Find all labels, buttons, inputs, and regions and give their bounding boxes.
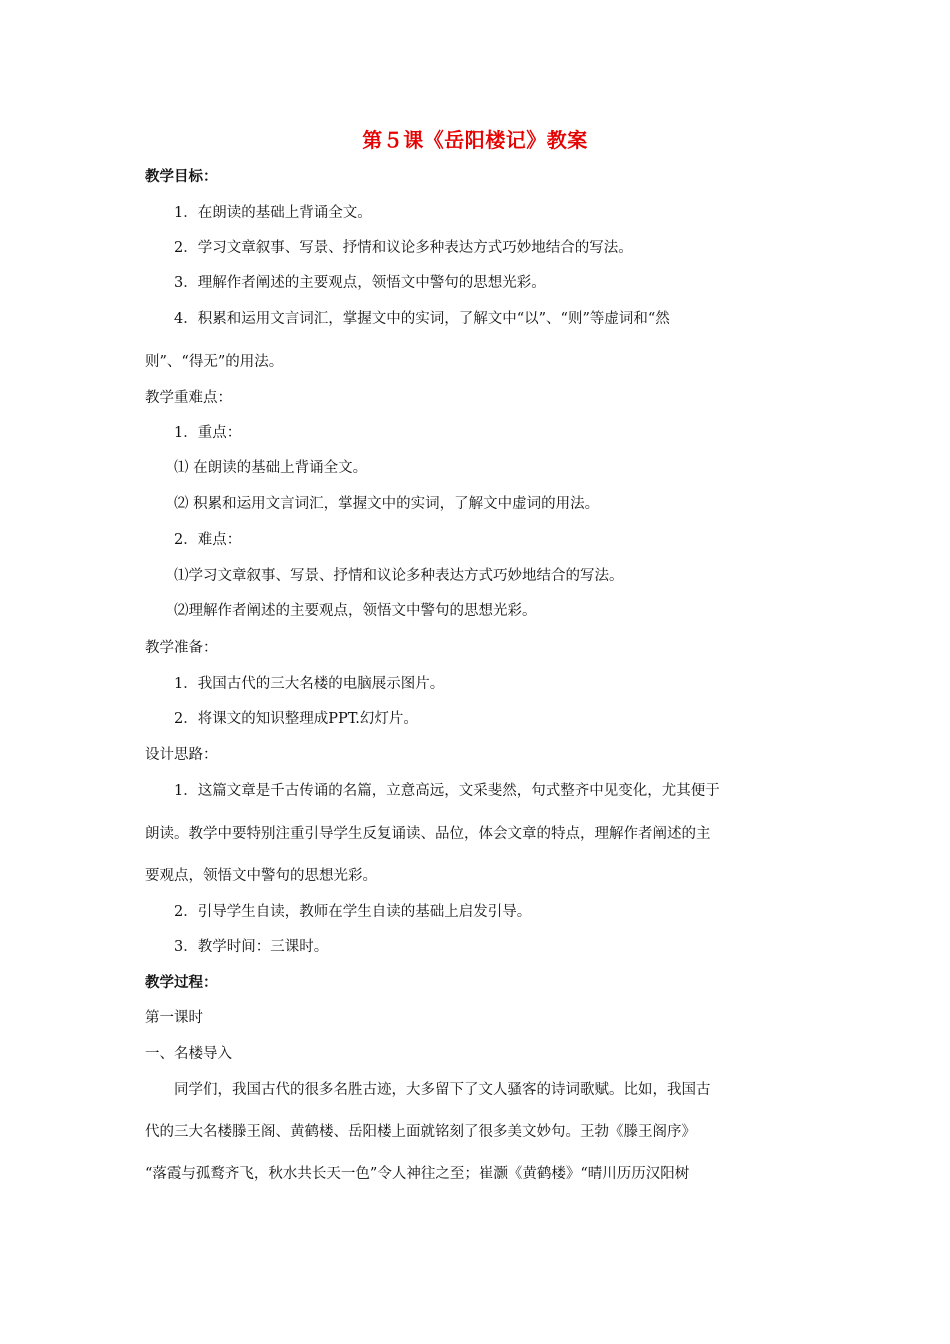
focus-label: 1．重点： xyxy=(174,425,242,441)
focus-item: ⑴ 在朗读的基础上背诵全文。 xyxy=(174,460,368,476)
document-title: 第５课《岳阳楼记》教案 xyxy=(362,128,588,152)
difficulty-label: 2．难点： xyxy=(174,532,242,548)
design-item: 2．引导学生自读，教师在学生自读的基础上启发引导。 xyxy=(174,904,532,920)
preparation-item: 2．将课文的知识整理成PPT.幻灯片。 xyxy=(174,711,418,727)
process-paragraph-line: “落霞与孤鹜齐飞，秋水共长天一色”令人神往之至；崔灏《黄鹤楼》“晴川历历汉阳树 xyxy=(145,1166,690,1182)
process-paragraph-line: 同学们，我国古代的很多名胜古迹，大多留下了文人骚客的诗词歌赋。比如，我国古 xyxy=(174,1082,711,1098)
objective-item: 3．理解作者阐述的主要观点，领悟文中警句的思想光彩。 xyxy=(174,275,546,291)
design-paragraph-line: 要观点，领悟文中警句的思想光彩。 xyxy=(145,868,377,884)
design-paragraph-line: 朗读。教学中要特别注重引导学生反复诵读、品位，体会文章的特点，理解作者阐述的主 xyxy=(145,826,711,842)
key-points-heading: 教学重难点： xyxy=(145,390,232,406)
section-heading: 一、名楼导入 xyxy=(145,1046,232,1062)
preparation-heading: 教学准备： xyxy=(145,640,218,656)
objective-item: 2．学习文章叙事、写景、抒情和议论多种表达方式巧妙地结合的写法。 xyxy=(174,240,633,256)
design-item: 3．教学时间：三课时。 xyxy=(174,939,329,955)
difficulty-item: ⑵理解作者阐述的主要观点，领悟文中警句的思想光彩。 xyxy=(174,603,537,619)
objective-item: 4．积累和运用文言词汇，掌握文中的实词，了解文中“以”、“则”等虚词和“然 xyxy=(174,311,670,327)
process-paragraph-line: 代的三大名楼滕王阁、黄鹤楼、岳阳楼上面就铭刻了很多美文妙句。王勃《滕王阁序》 xyxy=(145,1124,696,1140)
objective-item: 1．在朗读的基础上背诵全文。 xyxy=(174,205,372,221)
design-paragraph-line: 1．这篇文章是千古传诵的名篇，立意高远，文采斐然，句式整齐中见变化，尤其便于 xyxy=(174,783,720,799)
design-heading: 设计思路： xyxy=(145,747,218,763)
process-heading: 教学过程： xyxy=(145,975,218,991)
focus-item: ⑵ 积累和运用文言词汇，掌握文中的实词，了解文中虚词的用法。 xyxy=(174,496,600,512)
objective-item-continuation: 则”、“得无”的用法。 xyxy=(145,354,284,370)
difficulty-item: ⑴学习文章叙事、写景、抒情和议论多种表达方式巧妙地结合的写法。 xyxy=(174,568,624,584)
preparation-item: 1．我国古代的三大名楼的电脑展示图片。 xyxy=(174,676,445,692)
lesson-label: 第一课时 xyxy=(145,1010,203,1026)
objectives-heading: 教学目标： xyxy=(145,169,218,185)
